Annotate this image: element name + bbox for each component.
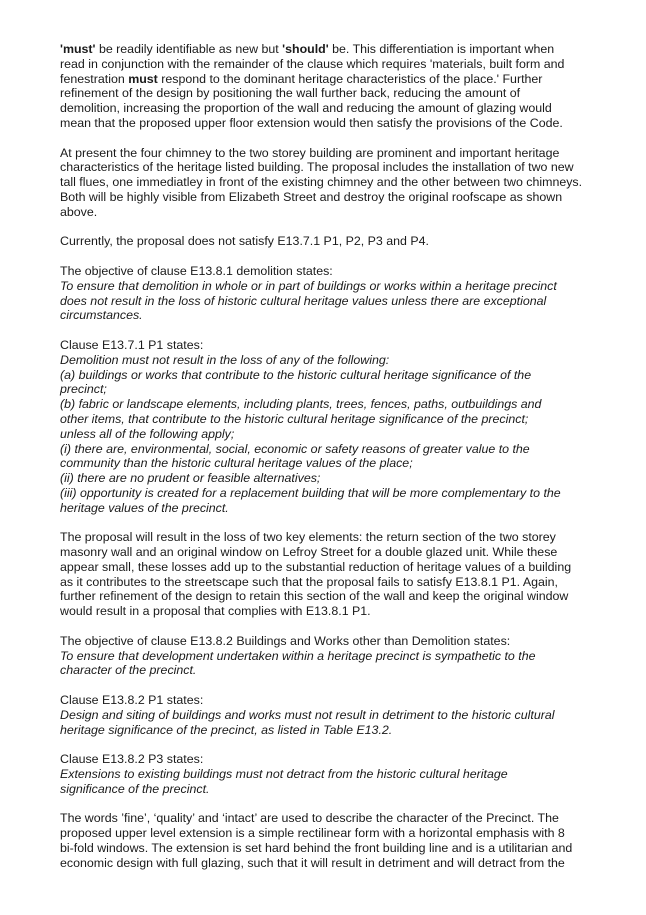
quoted-clause-text: heritage values of the precinct.: [60, 500, 229, 515]
quoted-clause-text: Demolition must not result in the loss of any of the following:: [60, 352, 390, 367]
quoted-clause-text: other items, that contribute to the historic cultural heritage significance of the precinct;: [60, 411, 529, 426]
paragraph: [60, 234, 590, 249]
text-line: [60, 442, 590, 457]
quoted-clause-text: (a) buildings or works that contribute to the historic cultural heritage significance of the: [60, 367, 532, 382]
body-text: mean that the proposed upper floor extension would then satisfy the provisions of the Code.: [60, 115, 563, 130]
body-text: Clause E13.8.2 P1 states:: [60, 693, 204, 708]
text-line: [60, 708, 590, 723]
body-text: The words ’fine’, ‘quality’ and ‘intact’ are used to describe the character of the Precinct. The: [60, 811, 559, 826]
body-text: proposed upper level extension is a simple rectilinear form with a horizontal emphasis with 8: [60, 826, 565, 841]
quoted-clause-text: unless all of the following apply;: [60, 426, 235, 441]
text-line: [60, 723, 590, 738]
quoted-clause-text: (b) fabric or landscape elements, including plants, trees, fences, paths, outbuildings and: [60, 397, 542, 412]
body-text: appear small, these losses add up to the substantial reduction of heritage values of a building: [60, 559, 572, 574]
text-line: [60, 530, 590, 545]
bold-text: must: [128, 71, 158, 86]
text-line: [60, 545, 590, 560]
text-line: [60, 190, 590, 205]
text-line: [60, 604, 590, 619]
paragraph: [60, 338, 590, 516]
quoted-clause-text: community than the historic cultural heritage values of the place;: [60, 456, 413, 471]
text-line: [60, 116, 590, 131]
body-text: fenestration: [60, 71, 129, 86]
text-line: [60, 72, 590, 87]
text-line: [60, 234, 590, 249]
text-line: [60, 427, 590, 442]
text-line: [60, 412, 590, 427]
body-text: be readily identifiable as new but: [95, 42, 283, 56]
text-line: [60, 560, 590, 575]
body-text: refinement of the design by positioning the wall further back, reducing the amount of: [60, 86, 521, 101]
body-text: Clause E13.8.2 P3 states:: [60, 752, 204, 767]
paragraph: [60, 264, 590, 323]
body-text: economic design with full glazing, such that it will result in detriment and will detract from the: [60, 855, 565, 870]
text-line: [60, 397, 590, 412]
body-text: demolition, increasing the proportion of the wall and reducing the amount of glazing would: [60, 101, 552, 116]
quoted-clause-text: (ii) there are no prudent or feasible alternatives;: [60, 471, 321, 486]
quoted-clause-text: heritage significance of the precinct, as listed in Table E13.2.: [60, 722, 393, 737]
paragraph: [60, 42, 590, 131]
quoted-clause-text: (i) there are, environmental, social, economic or safety reasons of greater value to the: [60, 441, 530, 456]
quoted-clause-text: significance of the precinct.: [60, 781, 210, 796]
quoted-clause-text: Design and siting of buildings and works must not result in detriment to the historic cultural: [60, 707, 555, 722]
quoted-clause-text: To ensure that development undertaken within a heritage precinct is sympathetic to the: [60, 648, 536, 663]
quoted-clause-text: character of the precinct.: [60, 663, 197, 678]
body-text: be. This differentiation is important when: [328, 42, 555, 56]
text-line: [60, 86, 590, 101]
text-line: [60, 649, 590, 664]
text-line: [60, 101, 590, 116]
paragraph: [60, 752, 590, 796]
body-text: bi-fold windows. The extension is set hard behind the front building line and is a utilitarian and: [60, 841, 573, 856]
text-line: [60, 264, 590, 279]
bold-text: 'should': [282, 42, 329, 56]
body-text: respond to the dominant heritage characteristics of the place.' Further: [157, 71, 543, 86]
text-line: [60, 575, 590, 590]
quoted-clause-text: Extensions to existing buildings must not detract from the historic cultural heritage: [60, 767, 508, 782]
text-line: [60, 279, 590, 294]
body-text: At present the four chimney to the two storey building are prominent and important heritage: [60, 145, 560, 160]
body-text: The proposal will result in the loss of two key elements: the return section of the two storey: [60, 530, 556, 545]
text-line: [60, 57, 590, 72]
text-line: [60, 501, 590, 516]
text-line: [60, 160, 590, 175]
text-line: [60, 353, 590, 368]
text-line: [60, 456, 590, 471]
text-line: [60, 338, 590, 353]
text-line: [60, 308, 590, 323]
text-line: [60, 693, 590, 708]
text-line: [60, 856, 590, 871]
body-text: characteristics of the heritage listed building. The proposal includes the installation of two new: [60, 160, 574, 175]
text-line: [60, 42, 590, 57]
body-text: above.: [60, 204, 98, 219]
text-line: [60, 205, 590, 220]
text-line: [60, 634, 590, 649]
body-text: Currently, the proposal does not satisfy E13.7.1 P1, P2, P3 and P4.: [60, 234, 429, 249]
quoted-clause-text: To ensure that demolition in whole or in part of buildings or works within a heritage precinct: [60, 278, 557, 293]
paragraph: [60, 634, 590, 678]
body-text: as it contributes to the streetscape such that the proposal fails to satisfy E13.8.1 P1. Again,: [60, 574, 558, 589]
paragraph: [60, 530, 590, 619]
text-line: [60, 368, 590, 383]
body-text: The objective of clause E13.8.1 demolition states:: [60, 263, 333, 278]
quoted-clause-text: (iii) opportunity is created for a replacement building that will be more complementary to the: [60, 485, 561, 500]
text-line: [60, 826, 590, 841]
text-line: [60, 175, 590, 190]
paragraph: [60, 693, 590, 737]
body-text: would result in a proposal that complies with E13.8.1 P1.: [60, 604, 371, 619]
text-line: [60, 841, 590, 856]
text-line: [60, 146, 590, 161]
body-text: further refinement of the design to retain this section of the wall and keep the original window: [60, 589, 569, 604]
text-line: [60, 663, 590, 678]
paragraph: [60, 146, 590, 220]
body-text: Both will be highly visible from Elizabeth Street and destroy the original roofscape as shown: [60, 189, 563, 204]
quoted-clause-text: circumstances.: [60, 308, 143, 323]
body-text: masonry wall and an original window on Lefroy Street for a double glazed unit. While these: [60, 545, 558, 560]
bold-text: 'must': [60, 42, 96, 56]
document-page: [60, 42, 590, 885]
text-line: [60, 782, 590, 797]
text-line: [60, 382, 590, 397]
quoted-clause-text: does not result in the loss of historic cultural heritage values unless there are exceptional: [60, 293, 547, 308]
body-text: The objective of clause E13.8.2 Buildings and Works other than Demolition states:: [60, 633, 511, 648]
text-line: [60, 589, 590, 604]
body-text: read in conjunction with the remainder of the clause which requires 'materials, built form and: [60, 56, 565, 71]
text-line: [60, 752, 590, 767]
quoted-clause-text: precinct;: [60, 382, 107, 397]
text-line: [60, 294, 590, 309]
text-line: [60, 486, 590, 501]
body-text: tall flues, one immediatley in front of the existing chimney and the other between two chimneys.: [60, 175, 583, 190]
body-text: Clause E13.7.1 P1 states:: [60, 337, 204, 352]
text-line: [60, 811, 590, 826]
text-line: [60, 767, 590, 782]
text-line: [60, 471, 590, 486]
paragraph: [60, 811, 590, 870]
